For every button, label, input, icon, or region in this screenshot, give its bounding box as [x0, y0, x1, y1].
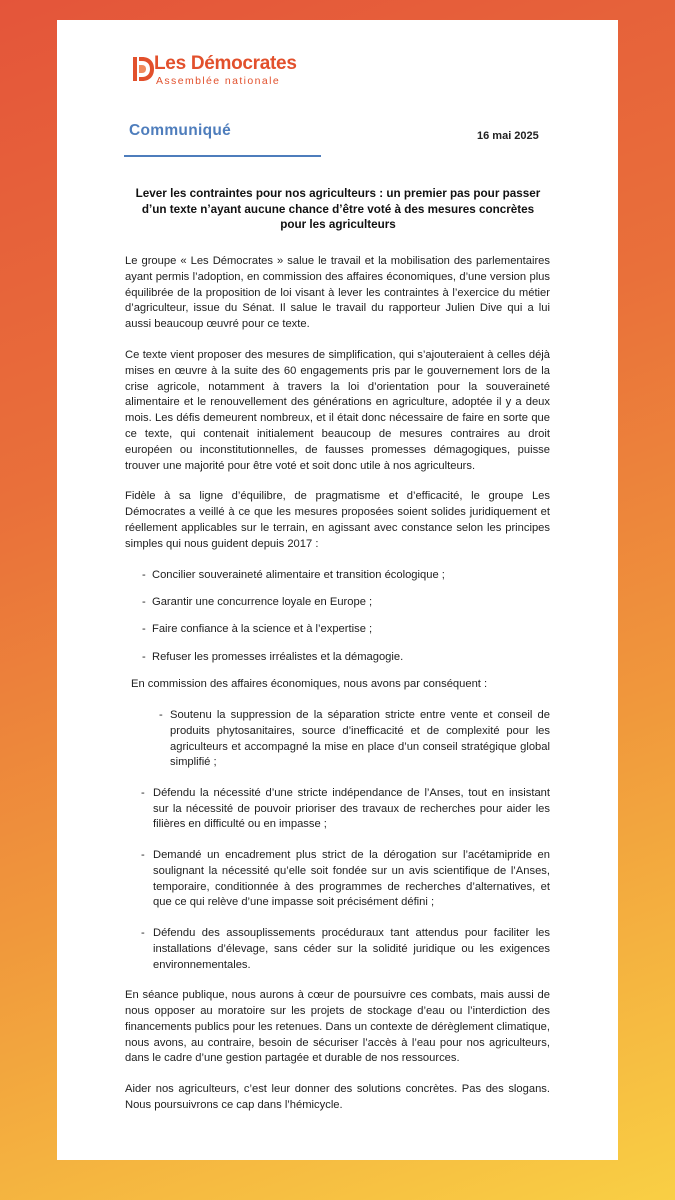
principle-text: Refuser les promesses irréalistes et la démagogie. — [152, 650, 404, 663]
paragraph-seance: En séance publique, nous aurons à cœur de poursuivre ces combats, mais aussi de nous opposer au moratoire sur les projets de stockage d’eau ou l’interdiction des financements publics pour les retenues. Dans un contexte de dérèglement climatique, nous avons, au contraire, besoin de sécuriser l’accès à l’eau pour nos agriculteurs, dans le cadre d’une gestion partagée et durable de nos ressources. — [125, 989, 550, 1065]
action-text: Défendu des assouplissements procéduraux tant attendus pour faciliter les installations d’élevage, sans céder sur la solidité juridique ou les exigences environnementales. — [153, 927, 550, 971]
dash-marker: - — [142, 650, 146, 663]
list-item — [125, 926, 550, 973]
action-text: Défendu la nécessité d’une stricte indépendance de l’Anses, tout en insistant sur la nécessité de pouvoir prioriser des travaux de recherches pour aider les filières en difficulté ou en impasse ; — [153, 786, 550, 831]
commission-intro: En commission des affaires économiques, nous avons par conséquent : — [131, 678, 488, 691]
paragraph-principles-intro: Fidèle à sa ligne d’équilibre, de pragmatisme et d’efficacité, le groupe Les Démocrates a veillé à ce que les mesures proposées soient solides juridiquement et réellement applicables sur le terrain, en agissant avec constance selon les principes simples qui nous guident depuis 2017 : — [125, 490, 550, 550]
section-title: Communiqué — [129, 122, 232, 139]
principles-list — [125, 568, 550, 666]
dash-marker: - — [142, 623, 146, 636]
dash-marker: - — [142, 595, 146, 608]
principle-text: Garantir une concurrence loyale en Europe ; — [152, 595, 373, 608]
dash-marker: - — [142, 568, 146, 581]
list-item — [125, 595, 550, 611]
dash-marker: - — [159, 708, 163, 721]
list-item — [125, 786, 550, 833]
d-monogram-icon — [133, 57, 155, 81]
action-text: Soutenu la suppression de la séparation stricte entre vente et conseil de produits phytosanitaires, source d’inefficacité et de complexité pour les agriculteurs et accompagné la mise en place d’un conseil stratégique global simplifié ; — [170, 708, 550, 769]
paragraph-context: Ce texte vient proposer des mesures de simplification, qui s’ajouteraient à celles déjà mises en œuvre à la suite des 60 engagements pris par le gouvernement lors de la crise agricole, notamment à travers la loi d’orientation pour la souveraineté alimentaire et le renouvellement des générations en agriculture, adoptée il y a deux mois. Les défis demeurent nombreux, et il était donc nécessaire de faire en sorte que ce texte, qui contenait initialement beaucoup de mesures contraires au droit européen ou inconstitutionnelles, de fausses promesses démagogiques, puisse trouver une majorité pour être voté et soit donc utile à nos agriculteurs. — [125, 348, 550, 472]
list-item — [125, 708, 550, 771]
action-text: Demandé un encadrement plus strict de la dérogation sur l’acétamipride en soulignant la nécessité qu’elle soit fondée sur un avis scientifique de l’Anses, temporaire, conditionnée à des programmes de recherches d’alternatives, et que ce qui relève d’une impasse soit précisément défini ; — [153, 849, 550, 909]
logo-name: Les Démocrates — [154, 53, 297, 74]
list-item — [125, 622, 550, 638]
press-release-sheet — [57, 20, 618, 1160]
logo-subtitle: Assemblée nationale — [156, 75, 281, 87]
actions-list — [125, 708, 550, 974]
paragraph-intro: Le groupe « Les Démocrates » salue le travail et la mobilisation des parlementaires ayant permis l’adoption, en commission des affaires économiques, d’une version plus équilibrée de la proposition de loi visant à lever les contraintes à l’exercice du métier d’agriculteur, issue du Sénat. Il salue le travail du rapporteur Julien Dive qui a lui aussi beaucoup œuvré pour ce texte. — [125, 255, 550, 331]
list-item — [125, 848, 550, 911]
title-underline — [124, 155, 321, 157]
list-item — [125, 650, 550, 666]
dash-marker: - — [141, 786, 145, 799]
paragraph-conclusion: Aider nos agriculteurs, c’est leur donner des solutions concrètes. Pas des slogans. Nous poursuivrons ce cap dans l’hémicycle. — [125, 1083, 550, 1112]
headline: Lever les contraintes pour nos agriculteurs : un premier pas pour passer d’un texte n’ayant aucune chance d’être voté à des mesures concrètes pour les agriculteurs — [135, 187, 541, 232]
principle-text: Concilier souveraineté alimentaire et transition écologique ; — [152, 568, 445, 581]
release-body — [125, 254, 550, 1129]
dash-marker: - — [141, 927, 145, 940]
release-date: 16 mai 2025 — [477, 130, 539, 142]
dash-marker: - — [141, 849, 145, 862]
party-logo — [133, 54, 393, 104]
list-item — [125, 568, 550, 584]
principle-text: Faire confiance à la science et à l’expertise ; — [152, 623, 373, 636]
